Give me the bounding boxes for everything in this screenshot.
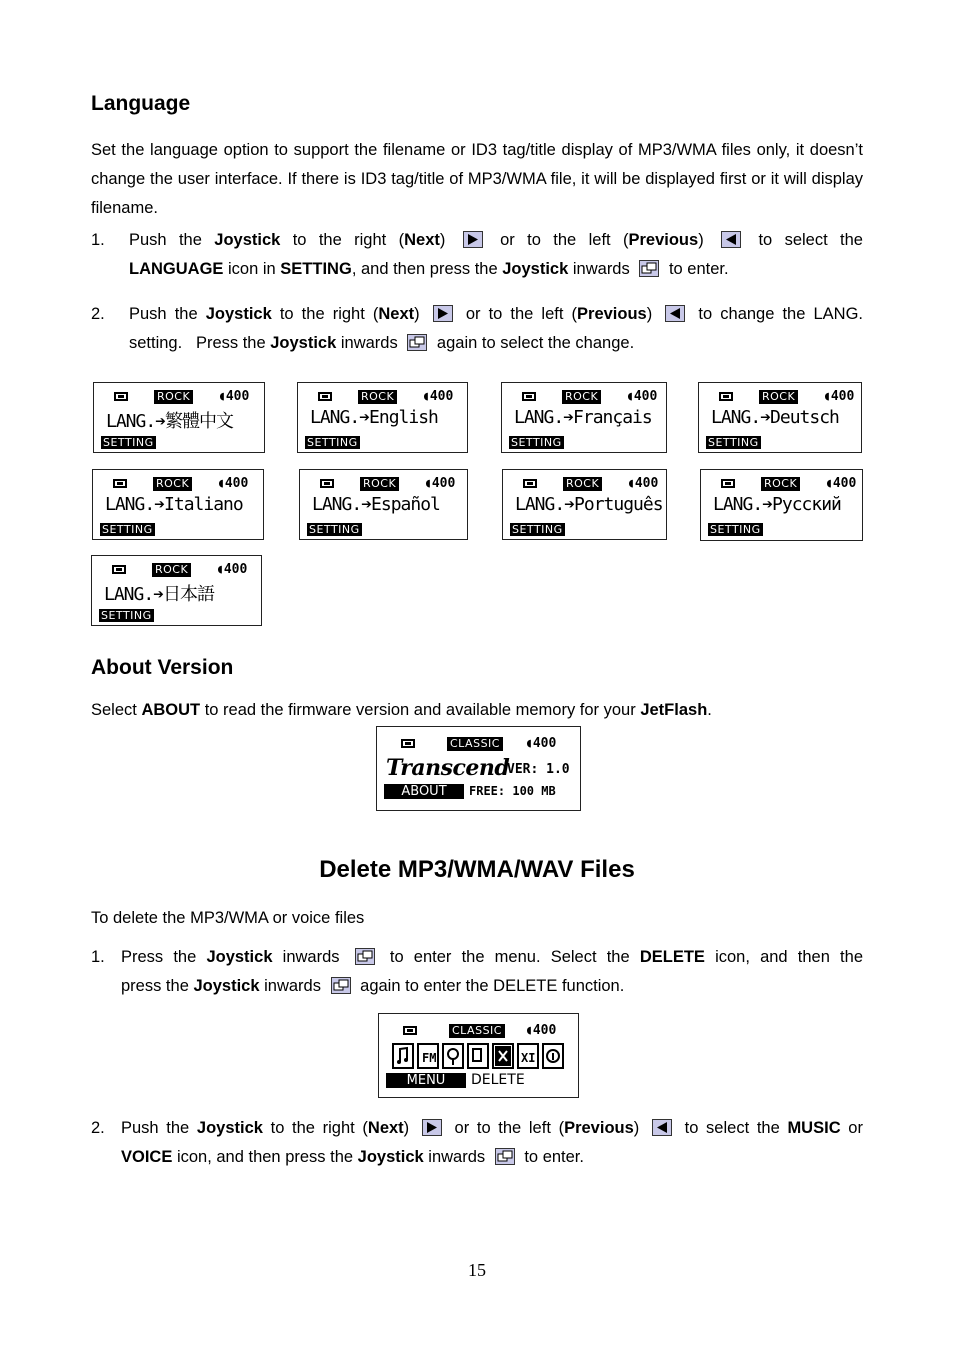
language-intro: Set the language option to support the filename or ID3 tag/title display of MP3/WMA files only, it doesn’t change the user interface. If there is ID3 tag/title of MP3/WMA file, it will be displayed first or it will display filename. [91, 141, 863, 217]
about-label: ABOUT [384, 784, 464, 799]
lcd-screen [93, 382, 265, 453]
eq-mode-label: ROCK [761, 477, 800, 491]
about-text: Select ABOUT to read the firmware version and available memory for your JetFlash. [91, 701, 712, 719]
joystick-next-icon [433, 305, 453, 322]
eq-mode-label: ROCK [153, 477, 192, 491]
lcd-screen [297, 382, 468, 453]
joystick-inwards-icon [407, 334, 427, 351]
lcd-screen [92, 469, 264, 540]
eq-mode-label: ROCK [562, 390, 601, 404]
lcd-screen [700, 469, 863, 541]
eq-mode-label: ROCK [154, 390, 193, 404]
svg-text:FM: FM [422, 1051, 437, 1065]
step-number: 2. [91, 1119, 105, 1137]
delete-intro: To delete the MP3/WMA or voice files [91, 909, 365, 927]
battery-icon [320, 479, 334, 488]
battery-icon [719, 392, 733, 401]
language-step1-line2: LANGUAGE icon in SETTING, and then press the Joystick inwards to enter. [129, 260, 729, 278]
svg-text:XI: XI [521, 1051, 536, 1065]
language-value: LANG.➔Français [514, 407, 652, 428]
battery-icon [113, 479, 127, 488]
setting-label: SETTING [511, 436, 562, 449]
battery-icon [522, 392, 536, 401]
eq-mode-label: CLASSIC [447, 737, 503, 751]
delete-step2-line2: VOICE icon, and then press the Joystick inwards to enter. [121, 1148, 584, 1166]
step-number: 1. [91, 948, 105, 966]
about-heading: About Version [91, 656, 234, 679]
eq-mode-label: ROCK [360, 477, 399, 491]
joystick-previous-icon [652, 1119, 672, 1136]
volume-indicator: ◖400 [626, 389, 658, 404]
language-value: LANG.➔Português [515, 494, 663, 515]
language-value: LANG.➔English [310, 407, 438, 428]
battery-icon [401, 739, 415, 748]
volume-indicator: ◖400 [823, 389, 855, 404]
joystick-next-icon [422, 1119, 442, 1136]
language-value: LANG.➔Русский [713, 494, 841, 515]
delete-step1-line2: press the Joystick inwards again to enter the DELETE function. [121, 977, 625, 995]
battery-icon [318, 392, 332, 401]
free-memory: FREE: 100 MB [469, 784, 556, 798]
eq-mode-label: ROCK [759, 390, 798, 404]
eq-mode-label: ROCK [152, 563, 191, 577]
volume-indicator: ◖400 [216, 562, 248, 577]
delete-lcd-screen [378, 1013, 579, 1098]
battery-icon [403, 1026, 417, 1035]
volume-indicator: ◖400 [217, 476, 249, 491]
volume-indicator: ◖400 [627, 476, 659, 491]
setting-label: SETTING [309, 523, 360, 536]
volume-indicator: ◖400 [218, 389, 250, 404]
battery-icon [523, 479, 537, 488]
battery-icon [112, 565, 126, 574]
page-number: 15 [468, 1260, 486, 1280]
language-value: LANG.➔日本語 [104, 584, 215, 605]
joystick-inwards-icon [331, 977, 351, 994]
setting-label: SETTING [102, 523, 153, 536]
delete-step2-line1: Push the Joystick to the right (Next) or to the left (Previous) to select the MUSIC or [121, 1119, 863, 1137]
setting-label: SETTING [307, 436, 358, 449]
about-lcd-screen [376, 726, 581, 811]
delete-heading: Delete MP3/WMA/WAV Files [319, 856, 635, 883]
menu-icons-row [392, 1043, 568, 1069]
step-number: 1. [91, 231, 105, 249]
language-step1-line1: Push the Joystick to the right (Next) or to the left (Previous) to select the [129, 231, 863, 249]
volume-indicator: ◖400 [422, 389, 454, 404]
delete-step1-line1: Press the Joystick inwards to enter the menu. Select the DELETE icon, and then the [121, 948, 863, 966]
selected-item: DELETE [471, 1072, 525, 1088]
eq-mode-label: ROCK [358, 390, 397, 404]
volume-indicator: ◖400 [525, 736, 557, 751]
language-value: LANG.➔Español [312, 494, 440, 515]
battery-icon [114, 392, 128, 401]
joystick-inwards-icon [355, 948, 375, 965]
setting-label: SETTING [710, 523, 761, 536]
step-number: 2. [91, 305, 105, 323]
lcd-screen [91, 555, 262, 626]
setting-label: SETTING [101, 609, 152, 622]
lcd-screen [501, 382, 667, 453]
language-value: LANG.➔Italiano [105, 494, 243, 515]
eq-mode-label: CLASSIC [449, 1024, 505, 1038]
eq-mode-label: ROCK [563, 477, 602, 491]
setting-label: SETTING [512, 523, 563, 536]
joystick-previous-icon [665, 305, 685, 322]
joystick-previous-icon [721, 231, 741, 248]
record-icon [468, 1044, 488, 1068]
language-step2-line2: setting. Press the Joystick inwards again to select the change. [129, 334, 635, 352]
volume-indicator: ◖400 [424, 476, 456, 491]
menu-label: MENU [386, 1073, 466, 1088]
lcd-screen [299, 469, 468, 540]
volume-indicator: ◖400 [825, 476, 857, 491]
setting-label: SETTING [103, 436, 154, 449]
lcd-screen [502, 469, 667, 540]
language-heading: Language [91, 92, 191, 115]
language-step2-line1: Push the Joystick to the right (Next) or to the left (Previous) to change the LANG. [129, 305, 864, 323]
language-value: LANG.➔繁體中文 [106, 411, 234, 432]
language-value: LANG.➔Deutsch [711, 407, 839, 428]
brand-logo: Transcend [386, 755, 510, 781]
lcd-screen [698, 382, 862, 453]
joystick-next-icon [463, 231, 483, 248]
battery-icon [721, 479, 735, 488]
volume-indicator: ◖400 [525, 1023, 557, 1038]
firmware-version: VER: 1.0 [507, 762, 570, 777]
joystick-inwards-icon [639, 260, 659, 277]
setting-label: SETTING [708, 436, 759, 449]
joystick-inwards-icon [495, 1148, 515, 1165]
